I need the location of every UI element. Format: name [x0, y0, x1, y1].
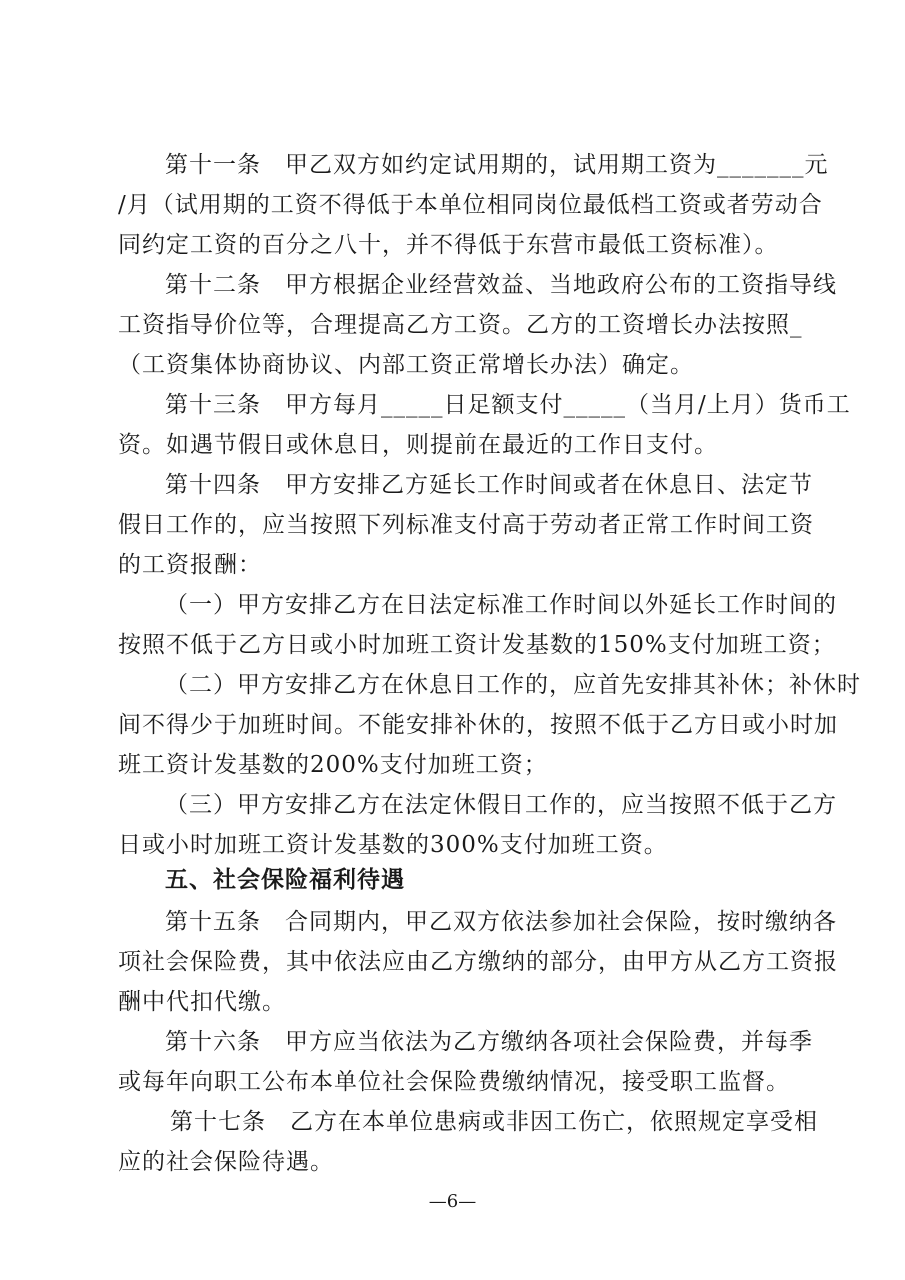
item-2-line-2: 间不得少于加班时间。不能安排补休的，按照不低于乙方日或小时加: [118, 712, 838, 738]
section-5-heading: 五、社会保险福利待遇: [165, 867, 405, 893]
article-15-line-1: 第十五条 合同期内，甲乙双方依法参加社会保险，按时缴纳各: [165, 909, 837, 935]
item-3-line-2: 日或小时加班工资计发基数的300%支付加班工资。: [118, 832, 668, 858]
article-11-line-3: 同约定工资的百分之八十，并不得低于东营市最低工资标准）。: [118, 232, 779, 258]
page-number: —6—: [428, 1191, 477, 1212]
item-2-line-1: （二）甲方安排乙方在休息日工作的，应首先安排其补休；补休时: [165, 672, 861, 698]
article-15-line-2: 项社会保险费，其中依法应由乙方缴纳的部分，由甲方从乙方工资报: [118, 949, 838, 975]
article-15-line-3: 酬中代扣代缴。: [118, 989, 286, 1015]
article-12-line-2: 工资指导价位等，合理提高乙方工资。乙方的工资增长办法按照_: [118, 312, 803, 338]
item-2-line-3: 班工资计发基数的200%支付加班工资；: [118, 752, 548, 778]
article-13-line-1: 第十三条 甲方每月_____日足额支付_____（当月/上月）货币工: [165, 392, 851, 418]
article-11-line-1: 第十一条 甲乙双方如约定试用期的，试用期工资为_______元: [165, 152, 829, 178]
article-16-line-1: 第十六条 甲方应当依法为乙方缴纳各项社会保险费，并每季: [165, 1029, 813, 1055]
article-13-line-2: 资。如遇节假日或休息日，则提前在最近的工作日支付。: [118, 432, 718, 458]
article-14-line-3: 的工资报酬：: [118, 552, 262, 578]
article-17-line-2: 应的社会保险待遇。: [118, 1149, 334, 1175]
article-12-line-1: 第十二条 甲方根据企业经营效益、当地政府公布的工资指导线: [165, 272, 837, 298]
article-14-line-2: 假日工作的，应当按照下列标准支付高于劳动者正常工作时间工资: [118, 512, 814, 538]
article-11-line-2: /月（试用期的工资不得低于本单位相同岗位最低档工资或者劳动合: [118, 192, 823, 218]
article-12-line-3: （工资集体协商协议、内部工资正常增长办法）确定。: [118, 352, 694, 378]
article-14-line-1: 第十四条 甲方安排乙方延长工作时间或者在休息日、法定节: [165, 472, 813, 498]
item-1-line-1: （一）甲方安排乙方在日法定标准工作时间以外延长工作时间的: [165, 592, 837, 618]
item-1-line-2: 按照不低于乙方日或小时加班工资计发基数的150%支付加班工资；: [118, 632, 836, 658]
article-17-line-1: 第十七条 乙方在本单位患病或非因工伤亡，依照规定享受相: [170, 1109, 818, 1135]
item-3-line-1: （三）甲方安排乙方在法定休假日工作的，应当按照不低于乙方: [165, 792, 837, 818]
article-16-line-2: 或每年向职工公布本单位社会保险费缴纳情况，接受职工监督。: [118, 1069, 790, 1095]
